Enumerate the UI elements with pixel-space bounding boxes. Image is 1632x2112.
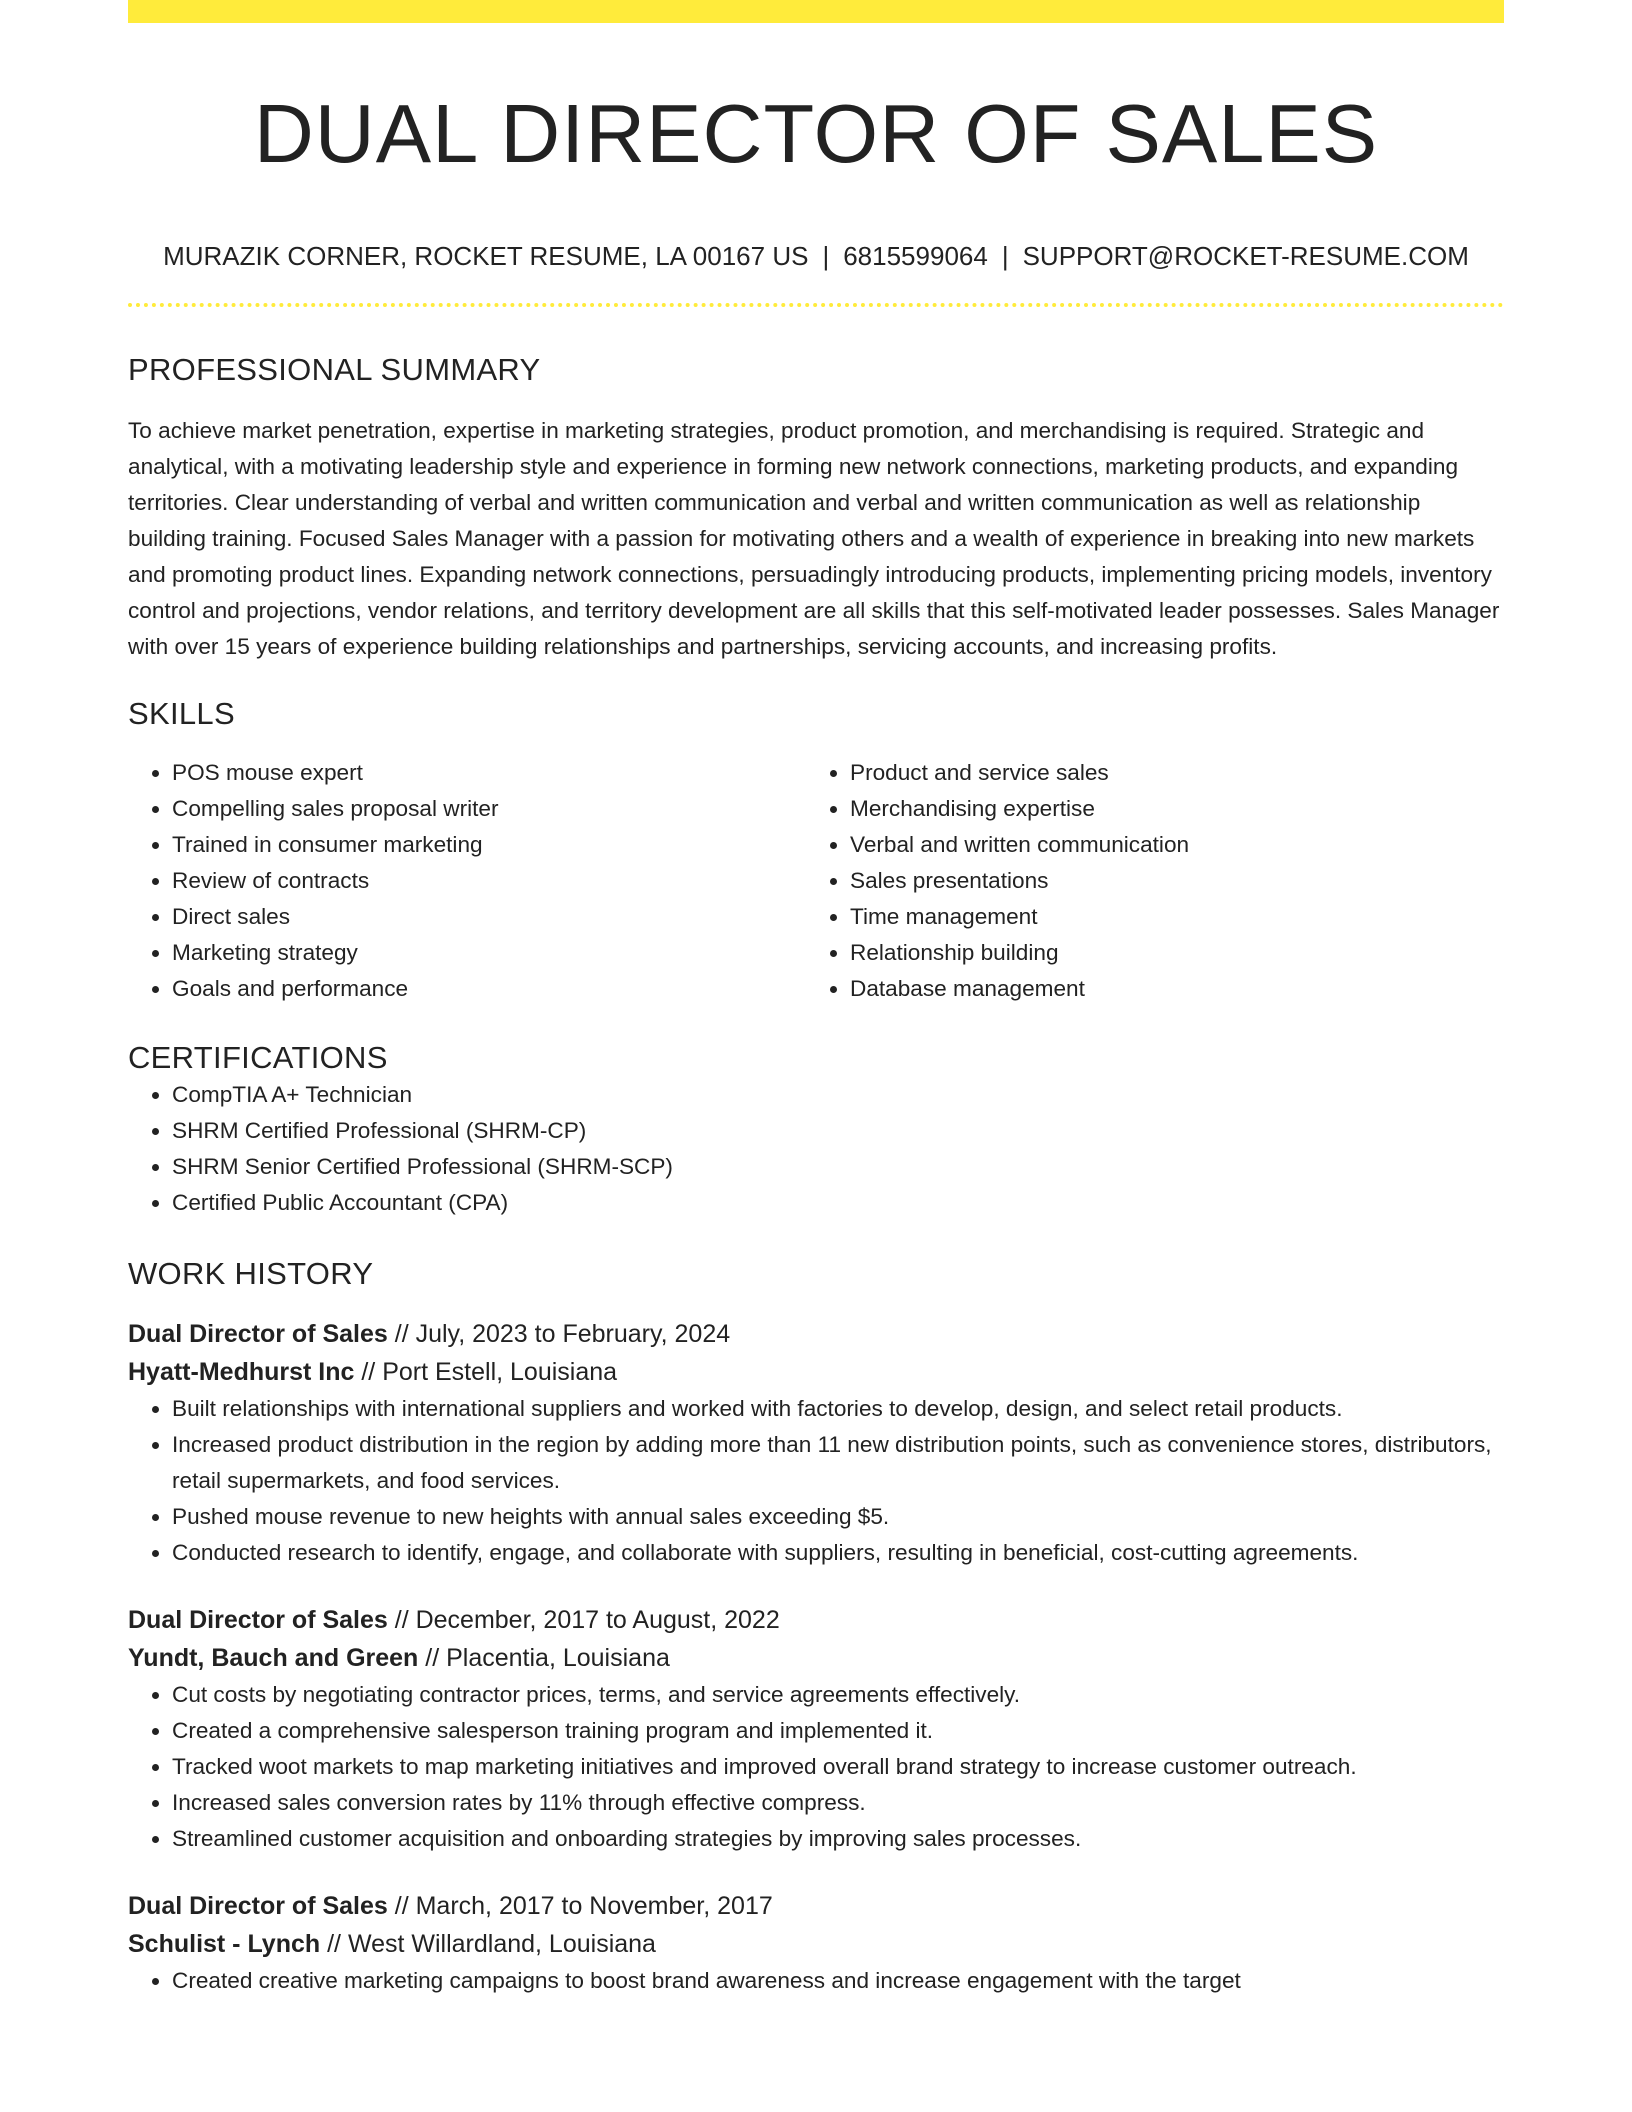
job-location: // Placentia, Louisiana (418, 1644, 670, 1672)
skill-item: • Goals and performance (172, 971, 806, 1007)
job-role-line (128, 1887, 1504, 1925)
accent-bar (128, 0, 1504, 23)
job-dates: // July, 2023 to February, 2024 (387, 1320, 731, 1348)
certification-item: • SHRM Senior Certified Professional (SHRM-SCP) (172, 1149, 1504, 1185)
job-company: Yundt, Bauch and Green (128, 1644, 419, 1672)
job-bullets (128, 1963, 1504, 1999)
job-company-line (128, 1925, 1504, 1963)
job-role: Dual Director of Sales (128, 1320, 388, 1348)
job-company: Schulist - Lynch (128, 1930, 321, 1958)
job-dates: // December, 2017 to August, 2022 (387, 1606, 780, 1634)
skills-list-left (128, 755, 806, 1007)
job-bullet: • Pushed mouse revenue to new heights with annual sales exceeding $5. (172, 1499, 1504, 1535)
contact-address: MURAZIK CORNER, ROCKET RESUME, LA 00167 US (163, 241, 809, 271)
skill-item: • Direct sales (172, 899, 806, 935)
contact-separator: | (822, 241, 830, 271)
job-bullet: • Cut costs by negotiating contractor prices, terms, and service agreements effectively. (172, 1677, 1504, 1713)
certification-item: • Certified Public Accountant (CPA) (172, 1185, 1504, 1221)
summary-paragraph: To achieve market penetration, expertise in marketing strategies, product promotion, and merchandising is required. Strategic and analytical, with a motivating leadership style and experience in forming new network connections, marketing products, and expanding territories. Clear understanding of verbal and written communication and verbal and written communication as well as relationship building training. Focused Sales Manager with a passion for motivating others and a wealth of experience in breaking into new markets and promoting product lines. Expanding network connections, persuadingly introducing products, implementing pricing models, inventory control and projections, vendor relations, and territory development are all skills that this self-motivated leader possesses. Sales Manager with over 15 years of experience building relationships and partnerships, servicing accounts, and increasing profits. (128, 418, 1500, 659)
certification-item: • SHRM Certified Professional (SHRM-CP) (172, 1113, 1504, 1149)
skill-item: • Merchandising expertise (850, 791, 1484, 827)
job-bullet: • Created creative marketing campaigns to boost brand awareness and increase engagement with the target (172, 1963, 1504, 1999)
skill-item: • POS mouse expert (172, 755, 806, 791)
job-bullet: • Increased sales conversion rates by 11% through effective compress. (172, 1785, 1504, 1821)
contact-phone: 6815599064 (843, 241, 988, 271)
certifications-heading: CERTIFICATIONS (128, 1040, 388, 1075)
skill-item: • Review of contracts (172, 863, 806, 899)
job-company-line (128, 1353, 1504, 1391)
skills-column-left (128, 755, 806, 1007)
job-role: Dual Director of Sales (128, 1892, 388, 1920)
summary-heading: PROFESSIONAL SUMMARY (128, 352, 541, 387)
certifications-list (128, 1077, 1504, 1221)
skill-item: • Sales presentations (850, 863, 1484, 899)
job-bullet: • Created a comprehensive salesperson training program and implemented it. (172, 1713, 1504, 1749)
skill-item: • Trained in consumer marketing (172, 827, 806, 863)
job-entry (128, 1887, 1504, 1999)
job-entry (128, 1315, 1504, 1571)
job-bullets (128, 1391, 1504, 1571)
skills-grid (128, 755, 1504, 1007)
contact-line (128, 239, 1504, 273)
job-dates: // March, 2017 to November, 2017 (387, 1892, 773, 1920)
job-bullet: • Streamlined customer acquisition and onboarding strategies by improving sales processes. (172, 1821, 1504, 1857)
job-location: // Port Estell, Louisiana (354, 1358, 618, 1386)
skills-column-right (806, 755, 1484, 1007)
job-bullet: • Conducted research to identify, engage, and collaborate with suppliers, resulting in beneficial, cost-cutting agreements. (172, 1535, 1504, 1571)
skill-item: • Relationship building (850, 935, 1484, 971)
job-location: // West Willardland, Louisiana (320, 1930, 656, 1958)
job-company-line (128, 1639, 1504, 1677)
skill-item: • Compelling sales proposal writer (172, 791, 806, 827)
job-bullet: • Increased product distribution in the region by adding more than 11 new distribution points, such as convenience stores, distributors, retail supermarkets, and food services. (172, 1427, 1504, 1499)
skill-item: • Database management (850, 971, 1484, 1007)
job-role: Dual Director of Sales (128, 1606, 388, 1634)
job-entry (128, 1601, 1504, 1857)
job-company: Hyatt-Medhurst Inc (128, 1358, 355, 1386)
job-bullet: • Tracked woot markets to map marketing initiatives and improved overall brand strategy to increase customer outreach. (172, 1749, 1504, 1785)
skill-item: • Marketing strategy (172, 935, 806, 971)
header-divider (128, 303, 1504, 307)
skill-item: • Product and service sales (850, 755, 1484, 791)
contact-email: SUPPORT@ROCKET-RESUME.COM (1022, 241, 1469, 271)
skill-item: • Time management (850, 899, 1484, 935)
work-history-heading: WORK HISTORY (128, 1256, 374, 1291)
resume-title: DUAL DIRECTOR OF SALES (253, 87, 1379, 180)
resume-page (128, 0, 1504, 1999)
skills-list-right (806, 755, 1484, 1007)
job-role-line (128, 1315, 1504, 1353)
contact-separator: | (1001, 241, 1009, 271)
skills-heading: SKILLS (128, 696, 235, 731)
job-role-line (128, 1601, 1504, 1639)
job-bullets (128, 1677, 1504, 1857)
certification-item: • CompTIA A+ Technician (172, 1077, 1504, 1113)
skill-item: • Verbal and written communication (850, 827, 1484, 863)
job-bullet: • Built relationships with international suppliers and worked with factories to develop, design, and select retail products. (172, 1391, 1504, 1427)
